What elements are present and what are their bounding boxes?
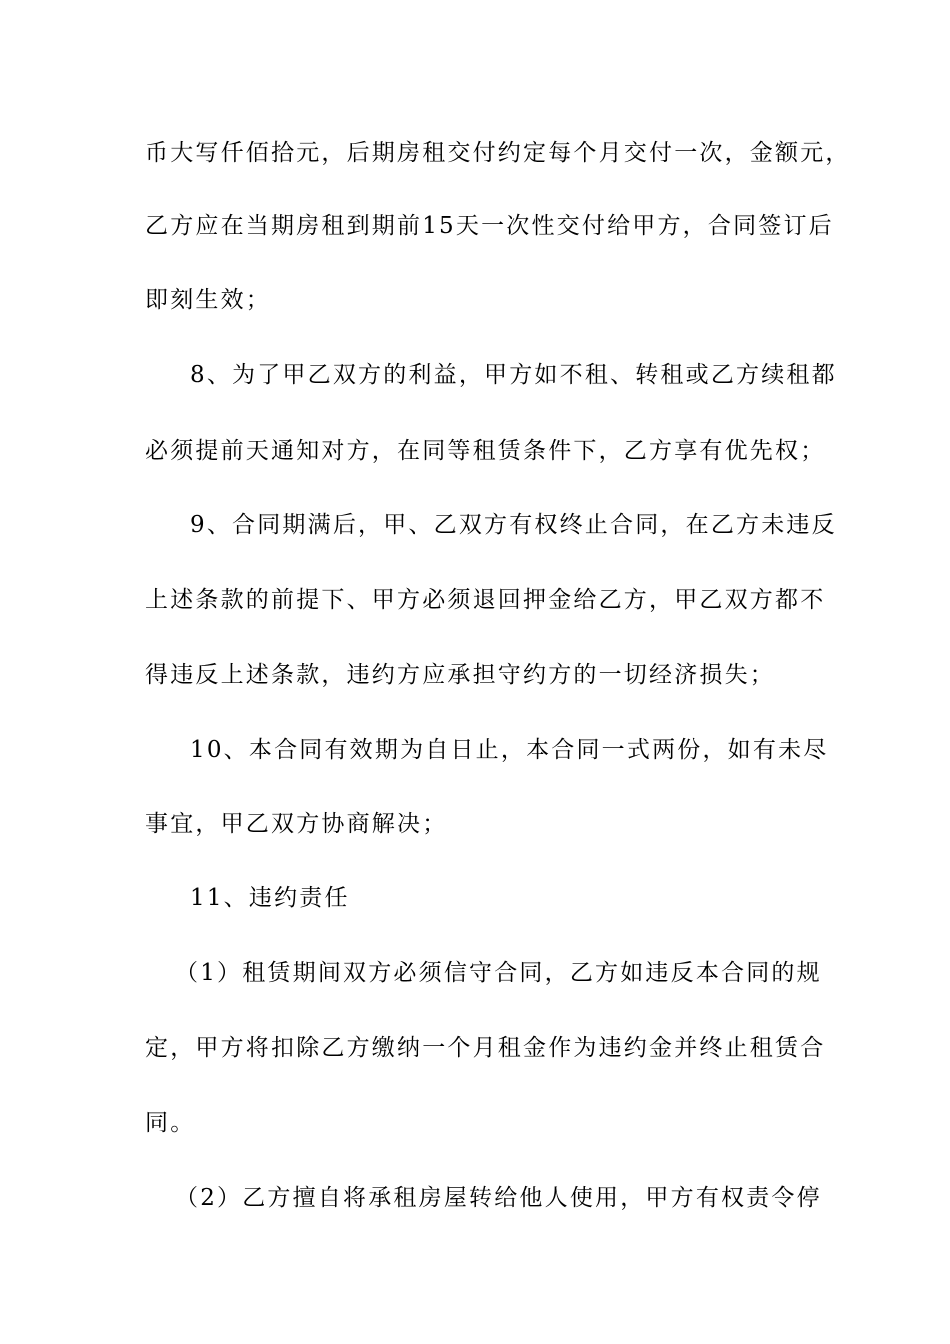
section-heading: 11、违约责任 [190, 885, 350, 911]
text-line: （2）乙方擅自将承租房屋转给他人使用，甲方有权责令停 [175, 1185, 822, 1211]
text-line: 即刻生效； [145, 287, 271, 313]
text-line: 同。 [145, 1110, 196, 1136]
text-line: 8、为了甲乙双方的利益，甲方如不租、转租或乙方续租都 [190, 362, 837, 388]
text-line: 乙方应在当期房租到期前15天一次性交付给甲方，合同签订后 [145, 213, 834, 239]
text-line: 10、本合同有效期为自日止，本合同一式两份，如有未尽 [190, 737, 829, 763]
text-line: （1）租赁期间双方必须信守合同，乙方如违反本合同的规 [175, 960, 822, 986]
text-line: 9、合同期满后，甲、乙双方有权终止合同，在乙方未违反 [190, 512, 837, 538]
text-line: 上述条款的前提下、甲方必须退回押金给乙方，甲乙双方都不 [145, 587, 826, 613]
text-line: 事宜，甲乙双方协商解决； [145, 811, 448, 837]
text-line: 必须提前天通知对方，在同等租赁条件下，乙方享有优先权； [145, 438, 826, 464]
text-line: 定，甲方将扣除乙方缴纳一个月租金作为违约金并终止租赁合 [145, 1035, 826, 1061]
text-line: 得违反上述条款，违约方应承担守约方的一切经济损失； [145, 662, 775, 688]
text-line: 币大写仟佰拾元，后期房租交付约定每个月交付一次，金额元， [145, 140, 851, 166]
